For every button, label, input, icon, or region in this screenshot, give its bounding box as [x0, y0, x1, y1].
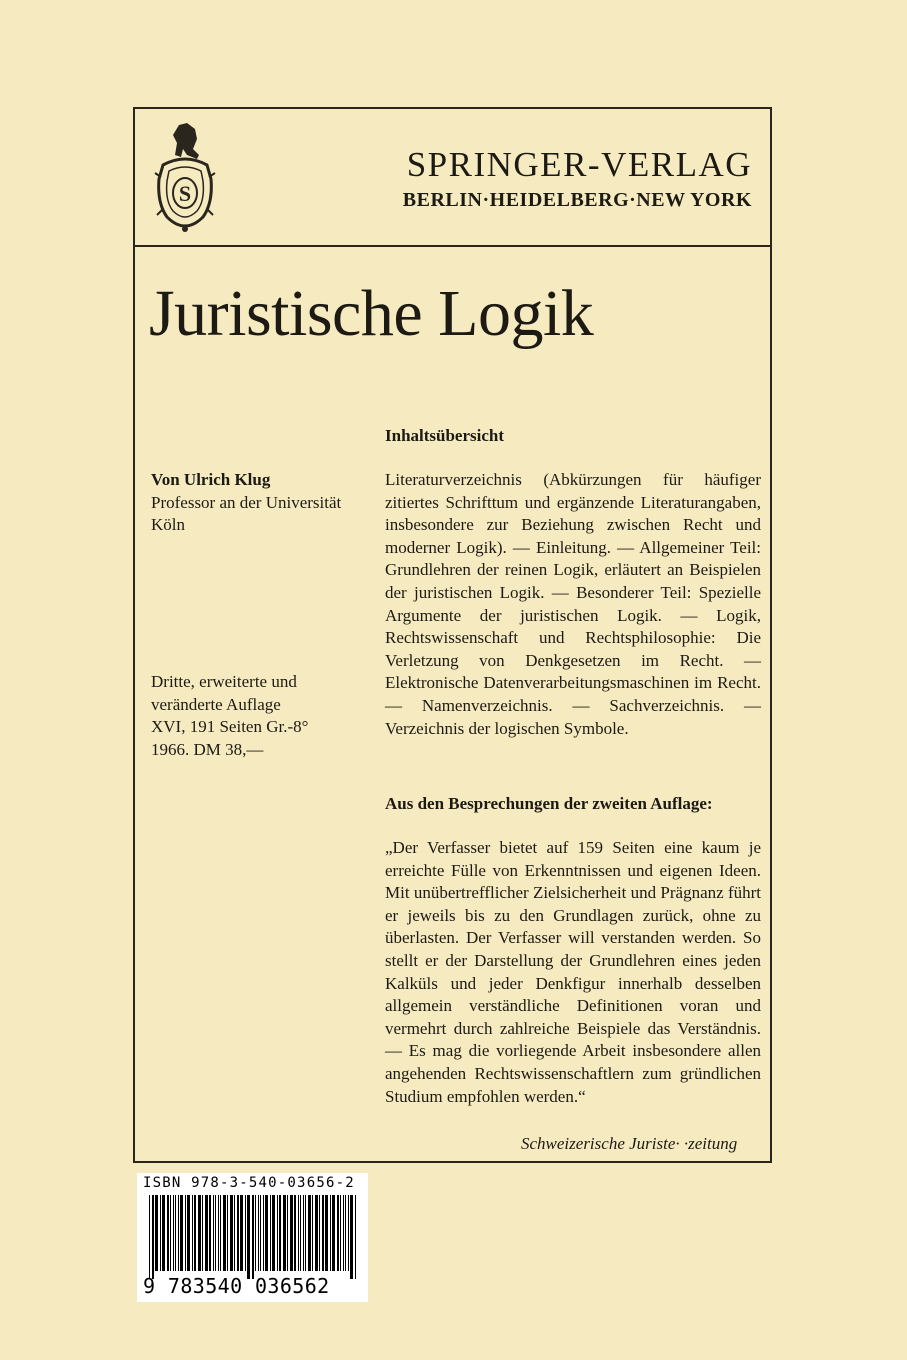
barcode-bar [160, 1195, 161, 1271]
barcode-bar [180, 1195, 183, 1271]
barcode-bar [265, 1195, 268, 1271]
barcode-bar [192, 1195, 193, 1271]
barcode-bar [218, 1195, 219, 1271]
barcode-bar [348, 1195, 349, 1271]
barcode-bar [308, 1195, 311, 1271]
barcode-bar [220, 1195, 221, 1271]
barcode-bar [322, 1195, 324, 1271]
barcode-bar [263, 1195, 264, 1271]
barcode-bar [227, 1195, 228, 1271]
barcode-bar [277, 1195, 278, 1271]
barcode-bar [175, 1195, 176, 1271]
barcode-bar [319, 1195, 320, 1271]
barcode-bar [240, 1195, 243, 1271]
barcode-bar [290, 1195, 293, 1271]
barcode-bar [252, 1195, 254, 1279]
barcode-bar [202, 1195, 203, 1271]
barcode-bar [255, 1195, 256, 1271]
barcode-bar [167, 1195, 169, 1271]
barcode-icon [141, 1195, 364, 1279]
barcode-bar [223, 1195, 226, 1271]
barcode-bar [234, 1195, 235, 1271]
barcode-bar [149, 1195, 150, 1279]
isbn-barcode-label [137, 1173, 368, 1302]
publisher-header [135, 109, 770, 247]
author-affiliation: Professor an der Universität Köln [151, 492, 342, 535]
edition-description: Dritte, erweiterte und veränderte Auflage [151, 672, 297, 714]
edition-pages: XVI, 191 Seiten Gr.-8° [151, 717, 309, 737]
barcode-bar [270, 1195, 271, 1271]
barcode-bar [185, 1195, 186, 1271]
edition-price: 1966. DM 38,— [151, 739, 264, 759]
barcode-bar [187, 1195, 190, 1271]
barcode-bar [272, 1195, 275, 1271]
contents-heading: Inhaltsübersicht [385, 426, 505, 445]
barcode-bar [345, 1195, 346, 1271]
barcode-bar [294, 1195, 296, 1271]
review-source: Schweizerische Juriste· ·zeitung [521, 1134, 738, 1153]
publisher-cities: BERLIN·HEIDELBERG·NEW YORK [402, 189, 752, 211]
barcode-bar [258, 1195, 259, 1271]
barcode-bar [173, 1195, 174, 1271]
barcode-bar [155, 1195, 158, 1271]
reviews-heading: Aus den Besprechungen der zweiten Auflage: [385, 794, 713, 813]
logo-monogram: S [178, 181, 192, 206]
barcode-bar [312, 1195, 313, 1271]
cover-frame [133, 107, 772, 1163]
barcode-bar [298, 1195, 299, 1271]
barcode-bar [209, 1195, 211, 1271]
isbn-number: ISBN 978-3-540-03656-2 [143, 1175, 355, 1191]
contents-text: Literaturverzeichnis (Abkürzungen für häufiger zitiertes Schrifttum und ergänzende Literaturangaben, insbesondere zur Beziehung zwischen Recht und moderner Logik). — Einleitung. — Allgemeiner Teil: Grundlehren der reinen Logik, erläutert an Beispielen der juristischen Logik. — Besonderer Teil: Spezielle Argumente der juristischen Logik. — Logik, Rechtswissenschaft und Rechtsphilosophie: Die Verletzung von Denkgesetzen im Recht. — Elektronische Datenverarbeitungsmaschinen im Recht. — Namenverzeichnis. — Sachverzeichnis. — Verzeichnis der logischen Symbole. [385, 470, 761, 738]
barcode-bar [350, 1195, 353, 1279]
barcode-bar [162, 1195, 165, 1271]
barcode-bar [237, 1195, 239, 1271]
barcode-bar [245, 1195, 246, 1271]
barcode-bar [343, 1195, 344, 1271]
publisher-name: SPRINGER-VERLAG [406, 145, 752, 184]
barcode-bar [355, 1195, 356, 1279]
review-quote: „Der Verfasser bietet auf 159 Seiten eine kaum je erreichte Fülle von Erkenntnissen und eigenen Ideen. Mit unübertrefflicher Zielsicherheit und Prägnanz führt er jeweils bis zu den Grundlagen zurück, ohne zu überlasten. Der Verfasser will verstanden werden. So stellt er der Darstellung der Grundlehren eines jeden Kalküls und jeder Denkfigur innerhalb desselben allgemein verständliche Definitionen voran und vermehrt durch zahlreiche Beispiele das Verständnis. — Es mag die vorliegende Arbeit insbesondere allen angehenden Rechtswissenschaftlern zum gründlichen Studium empfohlen werden.“ [385, 838, 761, 1106]
barcode-bar [300, 1195, 301, 1271]
barcode-bar [178, 1195, 179, 1271]
barcode-bar [305, 1195, 306, 1271]
barcode-bar [205, 1195, 208, 1271]
barcode-bar [215, 1195, 216, 1271]
barcode-bar [340, 1195, 341, 1271]
barcode-bar [279, 1195, 281, 1271]
author-block [151, 469, 359, 537]
barcode-bar [247, 1195, 250, 1279]
barcode-bar [303, 1195, 304, 1271]
barcode-bar [325, 1195, 328, 1271]
barcode-bar [194, 1195, 196, 1271]
barcode-bar [315, 1195, 318, 1271]
barcode-bar [260, 1195, 261, 1271]
barcode-bar [152, 1195, 154, 1279]
barcode-bar [170, 1195, 171, 1271]
author-name: Von Ulrich Klug [151, 470, 271, 489]
chess-knight-seal-icon [153, 119, 217, 237]
barcode-bar [337, 1195, 339, 1271]
barcode-bar [283, 1195, 286, 1271]
barcode-bar [287, 1195, 288, 1271]
barcode-bar [213, 1195, 214, 1271]
edition-block [151, 671, 359, 761]
barcode-digits: 9 783540 036562 [143, 1274, 330, 1298]
barcode-bar [332, 1195, 335, 1271]
book-title: Juristische Logik [149, 277, 594, 350]
barcode-bar [230, 1195, 233, 1271]
barcode-bar [330, 1195, 331, 1271]
barcode-bar [198, 1195, 201, 1271]
